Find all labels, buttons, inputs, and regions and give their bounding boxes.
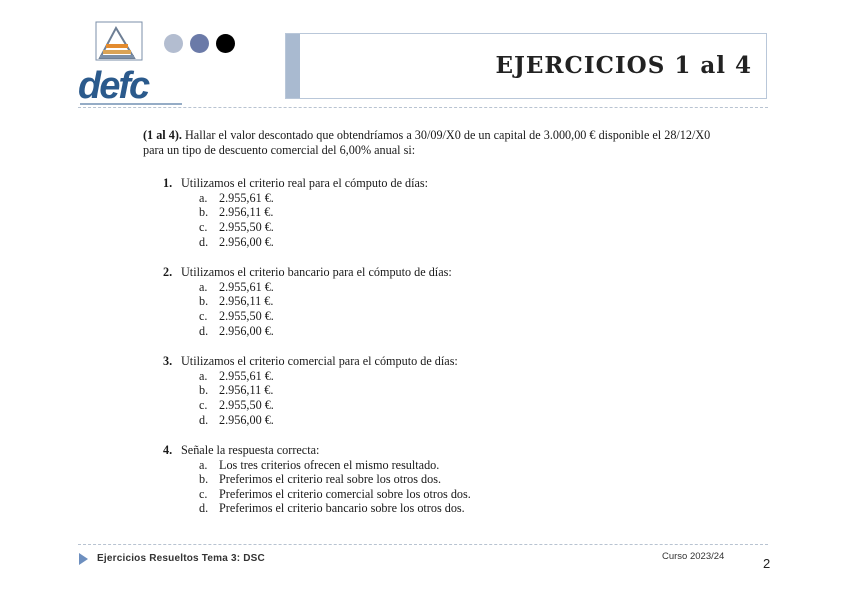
option-text: 2.956,00 €. — [219, 323, 274, 338]
answer-option — [143, 472, 723, 487]
footer-year: Curso 2023/24 — [662, 551, 725, 562]
option-letter: a. — [199, 457, 208, 472]
option-letter: a. — [199, 279, 208, 294]
question-label: Utilizamos el criterio bancario para el cómputo de días: — [181, 265, 452, 280]
answer-option — [143, 235, 723, 250]
option-letter: d. — [199, 323, 209, 338]
option-text: 2.955,61 €. — [219, 368, 274, 383]
option-letter: a. — [199, 190, 208, 205]
header-divider — [78, 107, 768, 108]
dot-light — [164, 34, 183, 53]
option-text: 2.956,00 €. — [219, 234, 274, 249]
answer-option — [143, 220, 723, 235]
decorative-dots — [164, 34, 235, 53]
question-label: Señale la respuesta correcta: — [181, 443, 320, 458]
option-text: 2.956,00 €. — [219, 412, 274, 427]
question-number: 1. — [163, 176, 173, 191]
statement-text: Hallar el valor descontado que obtendríamos a 30/09/X0 de un capital de 3.000,00 € disponible el 28/12/X0 para un tipo de descuento comercial del 6,00% anual si: — [143, 128, 711, 157]
option-text: 2.955,61 €. — [219, 190, 274, 205]
option-text: Preferimos el criterio bancario sobre los otros dos. — [219, 501, 465, 516]
answer-option — [143, 280, 723, 295]
question-text — [143, 265, 723, 280]
answer-option — [143, 458, 723, 473]
page-number: 2 — [763, 556, 771, 571]
title-accent-bar — [286, 34, 300, 98]
question-label: Utilizamos el criterio comercial para el cómputo de días: — [181, 354, 458, 369]
dot-dark — [216, 34, 235, 53]
question-item — [143, 265, 723, 338]
option-text: 2.955,61 €. — [219, 279, 274, 294]
option-letter: b. — [199, 383, 209, 398]
answer-option — [143, 383, 723, 398]
answer-option — [143, 369, 723, 384]
answer-option — [143, 501, 723, 516]
option-letter: b. — [199, 472, 209, 487]
exercise-statement — [143, 128, 723, 157]
option-text: 2.955,50 €. — [219, 219, 274, 234]
option-text: Preferimos el criterio comercial sobre los otros dos. — [219, 486, 471, 501]
question-item — [143, 443, 723, 516]
footer-course-title: Ejercicios Resueltos Tema 3: DSC — [97, 553, 265, 564]
option-letter: c. — [199, 219, 208, 234]
option-text: 2.956,11 €. — [219, 294, 274, 309]
exercise-content — [143, 128, 723, 532]
answer-option — [143, 413, 723, 428]
answer-option — [143, 309, 723, 324]
option-letter: c. — [199, 308, 208, 323]
question-text — [143, 354, 723, 369]
question-text — [143, 176, 723, 191]
question-number: 3. — [163, 354, 173, 369]
option-letter: b. — [199, 205, 209, 220]
option-text: Preferimos el criterio real sobre los otros dos. — [219, 472, 442, 487]
logo-text: defc — [78, 65, 149, 107]
answer-option — [143, 205, 723, 220]
option-text: 2.955,50 €. — [219, 308, 274, 323]
option-letter: c. — [199, 486, 208, 501]
exercise-range: (1 al 4). — [143, 128, 182, 142]
question-label: Utilizamos el criterio real para el cómputo de días: — [181, 176, 429, 191]
option-letter: c. — [199, 397, 208, 412]
footer-divider — [78, 544, 768, 545]
question-number: 2. — [163, 265, 173, 280]
title-box — [285, 33, 767, 99]
option-letter: b. — [199, 294, 209, 309]
option-text: Los tres criterios ofrecen el mismo resultado. — [219, 457, 440, 472]
option-letter: a. — [199, 368, 208, 383]
answer-option — [143, 294, 723, 309]
answer-option — [143, 324, 723, 339]
answer-option — [143, 487, 723, 502]
question-item — [143, 176, 723, 249]
option-letter: d. — [199, 501, 209, 516]
question-item — [143, 354, 723, 427]
footer-arrow-icon — [79, 553, 88, 565]
question-text — [143, 443, 723, 458]
option-text: 2.955,50 €. — [219, 397, 274, 412]
option-text: 2.956,11 €. — [219, 383, 274, 398]
answer-option — [143, 191, 723, 206]
dot-medium — [190, 34, 209, 53]
answer-option — [143, 398, 723, 413]
question-number: 4. — [163, 443, 173, 458]
option-letter: d. — [199, 412, 209, 427]
option-letter: d. — [199, 234, 209, 249]
option-text: 2.956,11 €. — [219, 205, 274, 220]
question-list — [143, 176, 723, 516]
page-title: EJERCICIOS 1 al 4 — [495, 52, 752, 79]
